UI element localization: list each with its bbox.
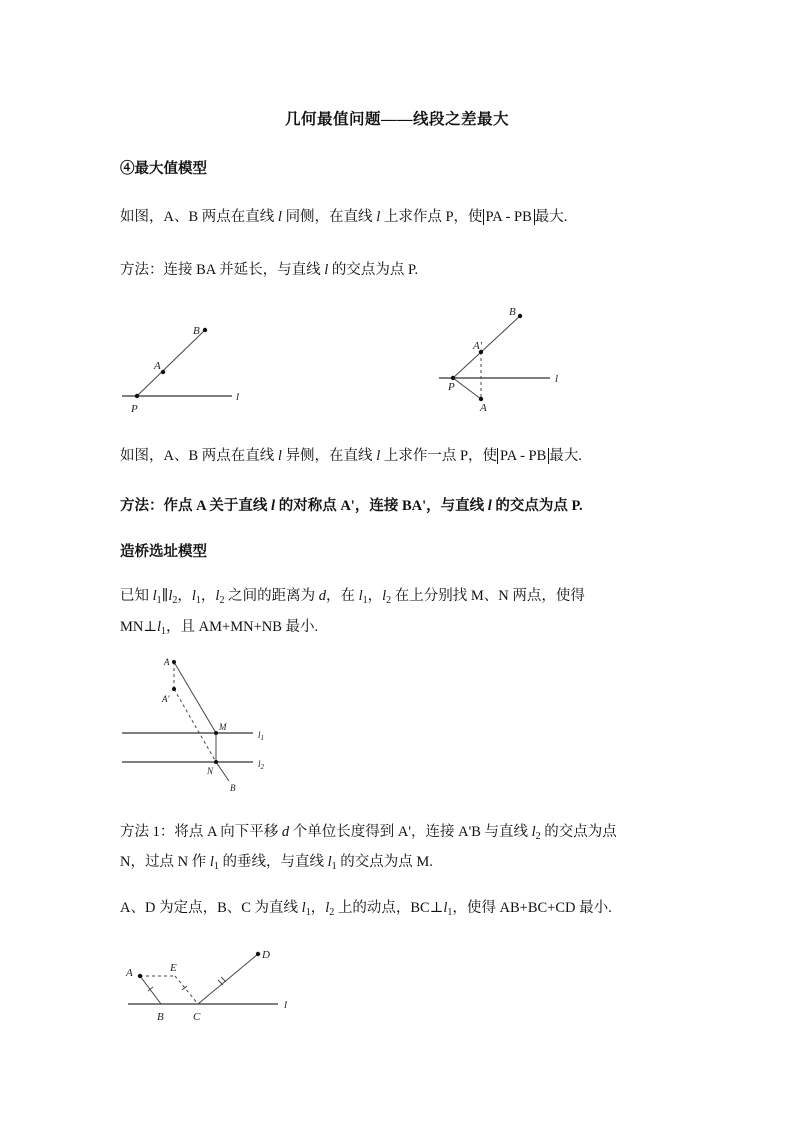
paragraph-abcd: A、D 为定点，B、C 为直线 $l_1$，$l_2$ 上的动点，$BC\perp l_1$，使得 AB+BC+CD 最小. [120,900,612,918]
point-m [214,731,218,735]
figure-same-side [115,320,265,420]
point-a [479,397,483,401]
label-p: P [131,403,138,415]
label-d: D [262,949,270,961]
label-a: A [164,657,170,667]
point-b [518,314,522,318]
paragraph-bridge-line1: 已知 $l_1\parallel l_2$，$l_1$，$l_2$ 之间的距离为 d，在 $l_1$，$l_2$ 在上分别找 M、N 两点，使得 [120,588,585,606]
label-p: P [448,381,455,393]
abs-expression: PA - PB [483,209,535,225]
label-l1: $l_1$ [258,730,265,742]
label-b: B [230,783,236,793]
label-l: l [555,373,559,385]
abs-expression: PA - PB [497,448,549,464]
point-a [172,660,176,664]
point-a-prime [172,687,176,691]
paragraph-same-side: 如图，A、B 两点在直线 l 同侧，在直线 l 上求作点 P，使 PA - PB 最大. [120,209,568,225]
section-heading-bridge: 造桥选址模型 [120,544,207,560]
method-bridge-line2: N，过点 N 作 $l_1$ 的垂线，与直线 $l_1$ 的交点为点 M. [120,854,433,872]
label-m: M [219,722,227,732]
section-heading-max: ④最大值模型 [120,161,207,177]
figure-opposite-side [437,302,572,417]
point-p [135,394,139,398]
paragraph-opposite-side: 如图，A、B 两点在直线 l 异侧，在直线 l 上求作一点 P，使 PA - PB 最大. [120,448,582,464]
label-e: E [170,962,177,974]
method-bridge-line1: 方法 1：将点 A 向下平移 d 个单位长度得到 A'，连接 A'B 与直线 $l_2$ 的交点为点 [120,824,617,842]
label-l2: $l_2$ [258,759,265,771]
label-c: C [193,1011,201,1023]
label-a: A [480,402,487,414]
method-same-side: 方法：连接 BA 并延长，与直线 l 的交点为点 P. [120,262,419,278]
label-a: A [154,360,161,372]
figure-bridge [120,652,280,797]
paragraph-bridge-line2: $MN\perp l_1$，且 AM+MN+NB 最小. [120,619,319,637]
method-opposite-side: 方法：作点 A 关于直线 l 的对称点 A'，连接 BA'，与直线 l 的交点为点 P. [120,498,583,514]
label-b: B [509,306,516,318]
point-b [203,328,207,332]
label-b: B [157,1011,164,1023]
label-l: l [236,391,240,403]
point-p [451,376,455,380]
label-l: l [284,999,288,1011]
point-a [138,974,142,978]
label-b: B [193,325,200,337]
page-title: 几何最值问题——线段之差最大 [284,111,509,128]
label-a-prime: A' [473,340,483,352]
point-d [256,952,260,956]
point-a [161,370,165,374]
label-a-prime: A' [162,694,170,704]
label-a: A [126,967,133,979]
label-n: N [207,766,214,776]
figure-abcd [118,940,303,1025]
point-n [214,760,218,764]
